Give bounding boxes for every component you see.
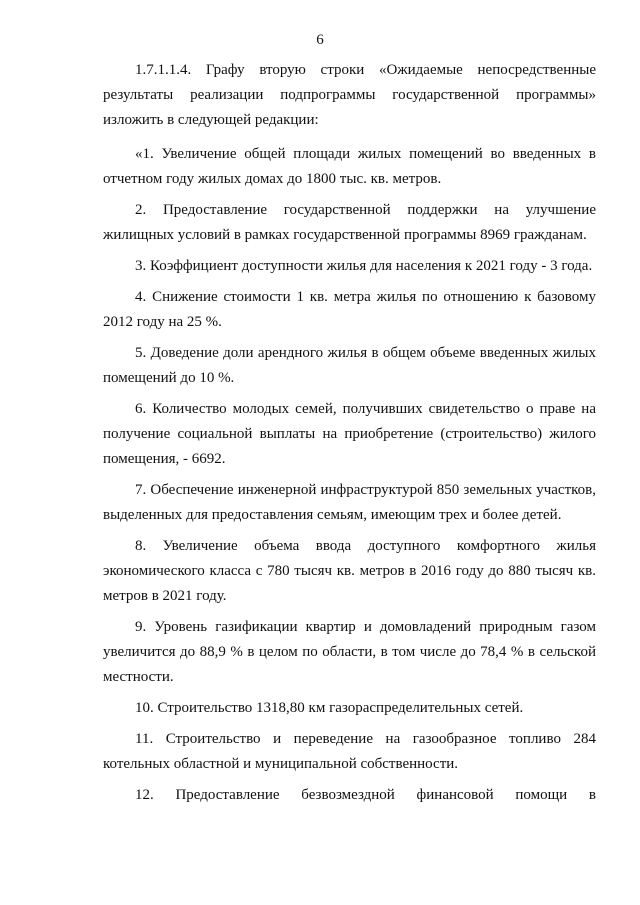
list-item-1: «1. Увеличение общей площади жилых помещений во введенных в отчетном году жилых домах до 1800 тыс. кв. метров. — [103, 146, 596, 187]
page-number: 6 — [316, 32, 324, 48]
list-item-9: 9. Уровень газификации квартир и домовладений природным газом увеличится до 88,9 % в целом по области, в том числе до 78,4 % в сельской местности. — [103, 619, 596, 685]
list-item-12: 12. Предоставление безвозмездной финансовой помощи в — [135, 787, 596, 803]
list-item-4: 4. Снижение стоимости 1 кв. метра жилья по отношению к базовому 2012 году на 25 %. — [103, 289, 596, 330]
list-item-2: 2. Предоставление государственной поддержки на улучшение жилищных условий в рамках государственной программы 8969 гражданам. — [103, 202, 596, 243]
list-item-3: 3. Коэффициент доступности жилья для населения к 2021 году - 3 года. — [135, 258, 593, 274]
intro-paragraph: 1.7.1.1.4. Графу вторую строки «Ожидаемые непосредственные результаты реализации подпрограммы государственной программы» изложить в следующей редакции: — [103, 62, 596, 128]
list-item-11: 11. Строительство и переведение на газообразное топливо 284 котельных областной и муниципальной собственности. — [103, 731, 596, 772]
list-item-8: 8. Увеличение объема ввода доступного комфортного жилья экономического класса с 780 тысяч кв. метров в 2016 году до 880 тысяч кв. метров в 2021 году. — [103, 538, 596, 604]
list-item-6: 6. Количество молодых семей, получивших свидетельство о праве на получение социальной выплаты на приобретение (строительство) жилого помещения, - 6692. — [103, 401, 596, 467]
document-body — [103, 58, 596, 814]
list-item-10: 10. Строительство 1318,80 км газораспределительных сетей. — [135, 700, 524, 716]
list-item-7: 7. Обеспечение инженерной инфраструктурой 850 земельных участков, выделенных для предоставления семьям, имеющим трех и более детей. — [103, 482, 596, 523]
list-item-5: 5. Доведение доли арендного жилья в общем объеме введенных жилых помещений до 10 %. — [103, 345, 596, 386]
